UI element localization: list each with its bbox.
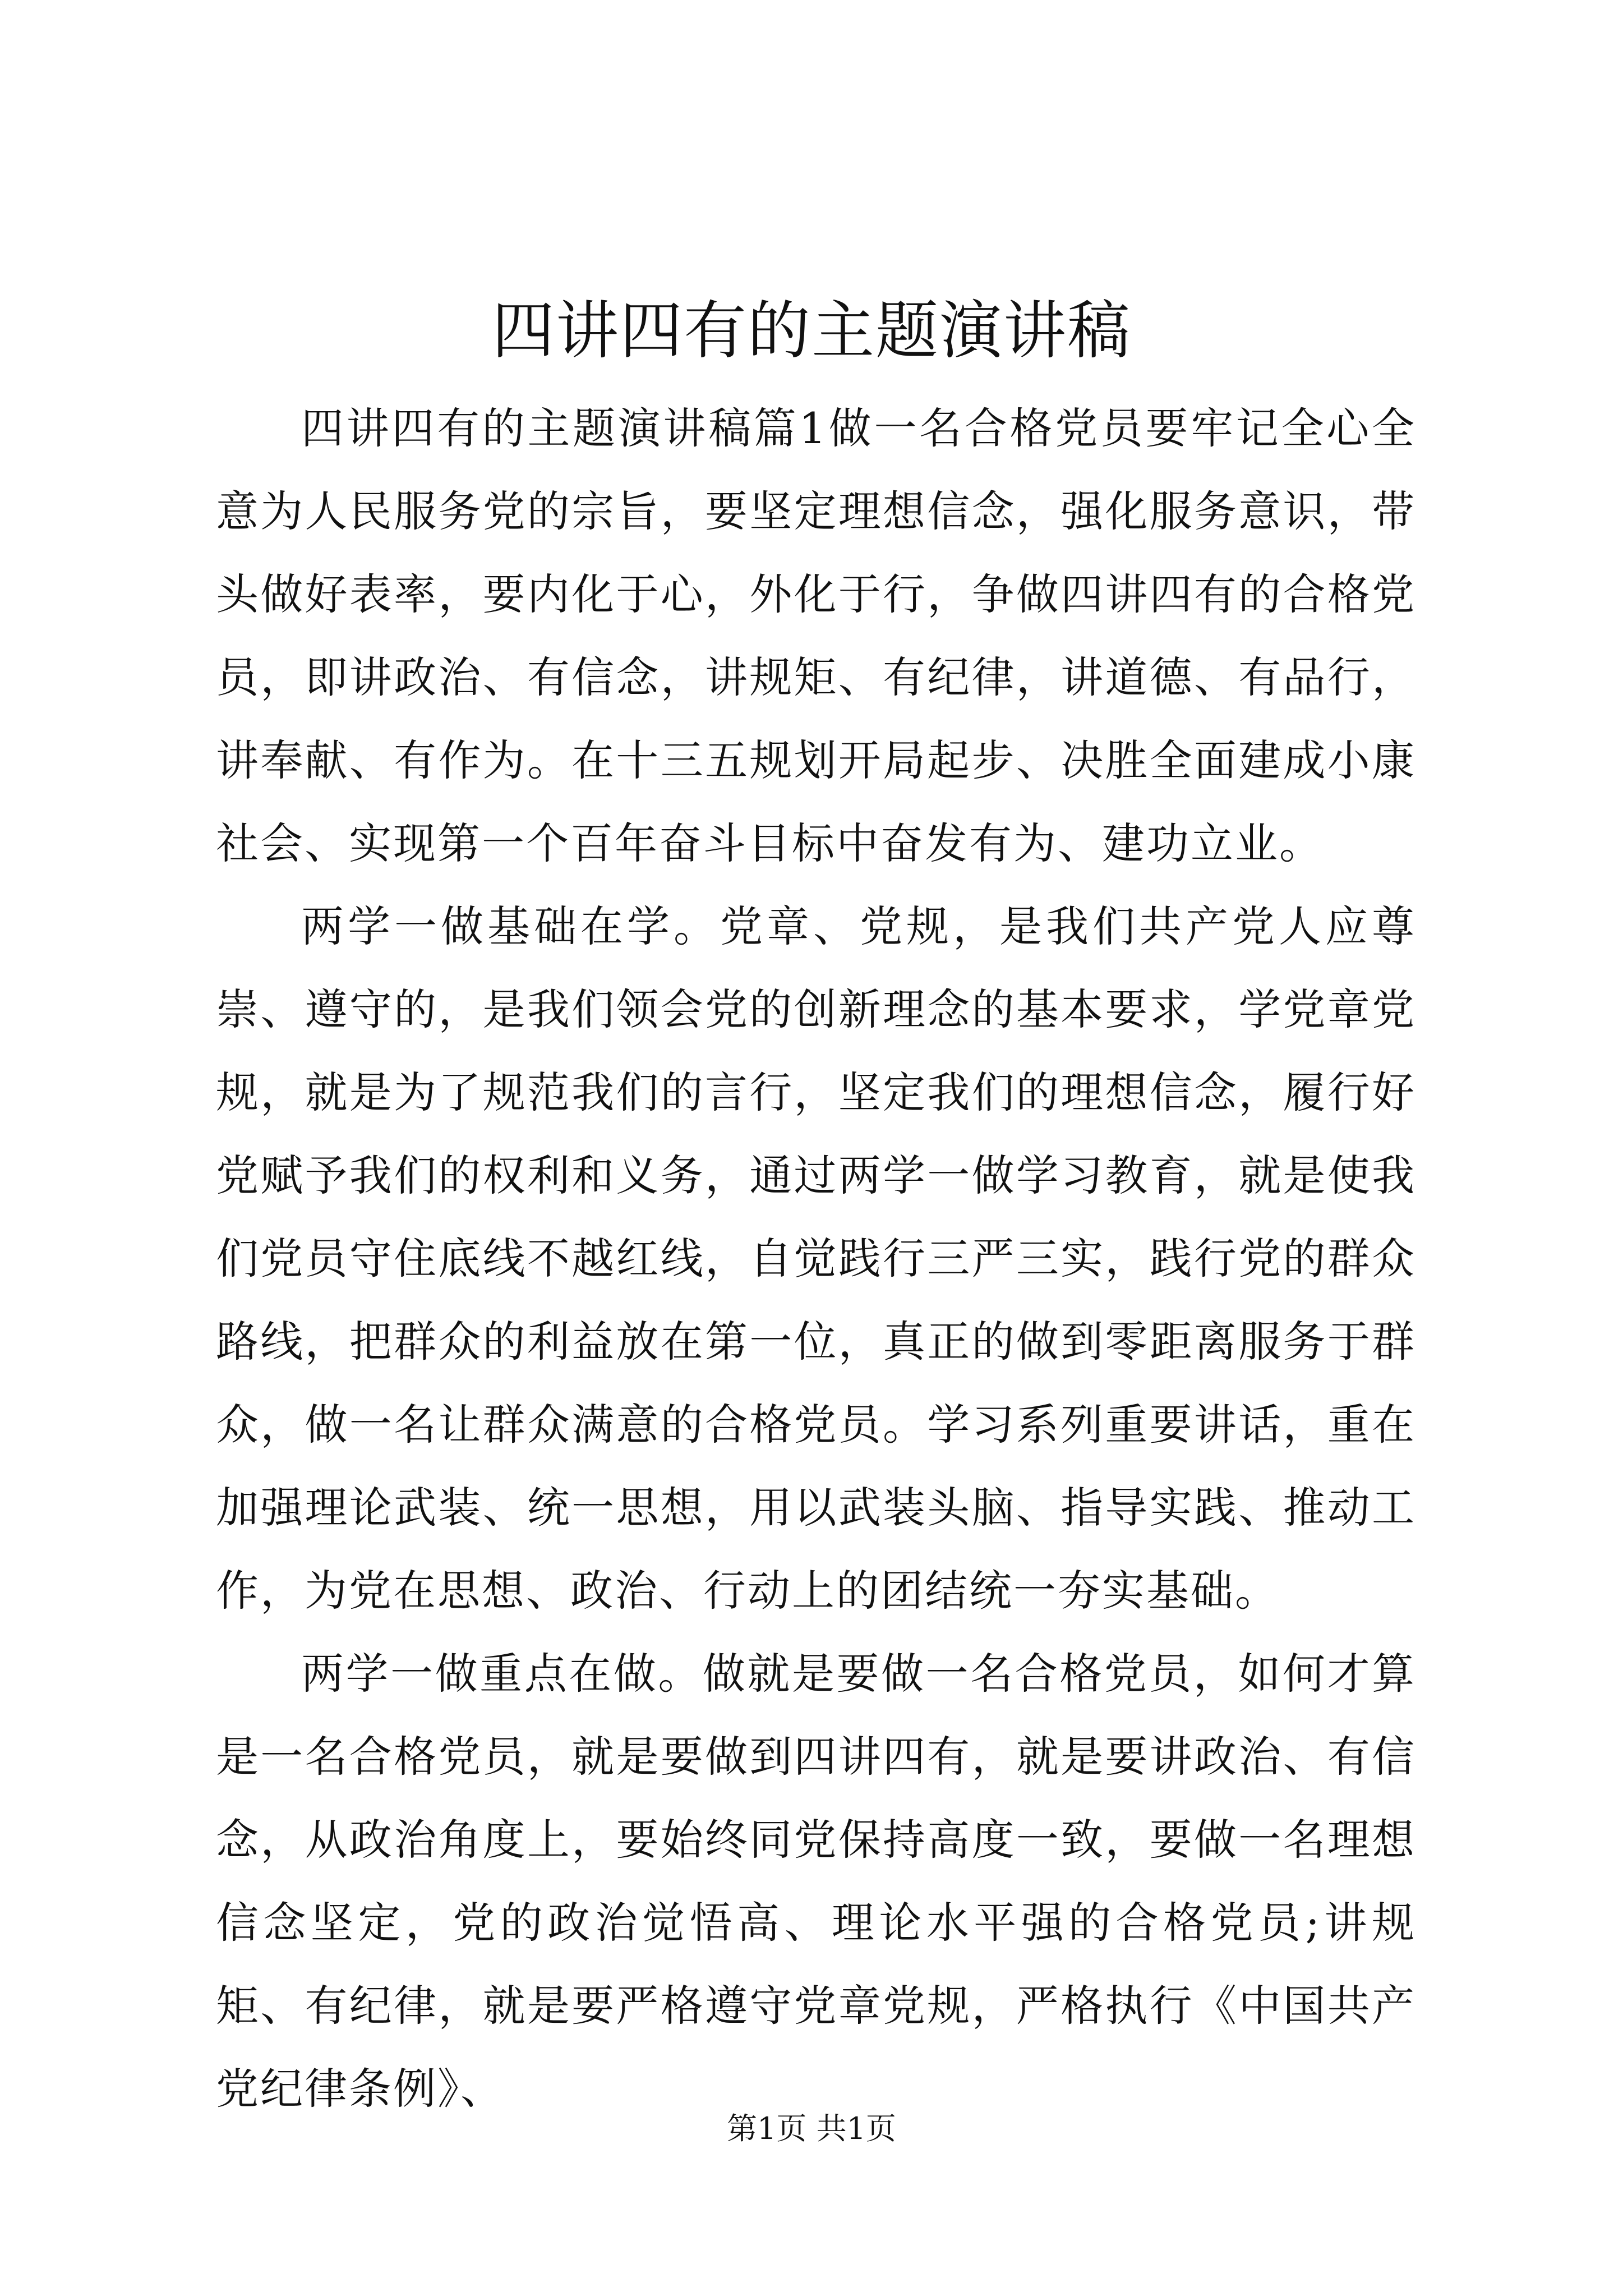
paragraph-3: 两学一做重点在做。做就是要做一名合格党员，如何才算是一名合格党员，就是要做到四讲四有，就是要讲政治、有信念，从政治角度上，要始终同党保持高度一致，要做一名理想信念坚定，党的政治觉悟高、理论水平强的合格党员;讲规矩、有纪律，就是要严格遵守党章党规，严格执行《中国共产党纪律条例》、 <box>216 1649 1416 2114</box>
document-title: 四讲四有的主题演讲稿 <box>492 295 1131 367</box>
paragraph-2: 两学一做基础在学。党章、党规，是我们共产党人应尊崇、遵守的，是我们领会党的创新理念的基本要求，学党章党规，就是为了规范我们的言行，坚定我们的理想信念，履行好党赋予我们的权利和义务，通过两学一做学习教育，就是使我们党员守住底线不越红线，自觉践行三严三实，践行党的群众路线，把群众的利益放在第一位，真正的做到零距离服务于群众，做一名让群众满意的合格党员。学习系列重要讲话，重在加强理论武装、统一思想，用以武装头脑、指导实践、推动工作，为党在思想、政治、行动上的团结统一夯实基础。 <box>216 901 1416 1616</box>
page-footer: 第1页 共1页 <box>727 2111 896 2146</box>
paragraph-1: 四讲四有的主题演讲稿篇1做一名合格党员要牢记全心全意为人民服务党的宗旨，要坚定理想信念，强化服务意识，带头做好表率，要内化于心，外化于行，争做四讲四有的合格党员，即讲政治、有信念，讲规矩、有纪律，讲道德、有品行，讲奉献、有作为。在十三五规划开局起步、决胜全面建成小康社会、实现第一个百年奋斗目标中奋发有为、建功立业。 <box>216 403 1416 868</box>
document-body <box>216 387 1416 2131</box>
